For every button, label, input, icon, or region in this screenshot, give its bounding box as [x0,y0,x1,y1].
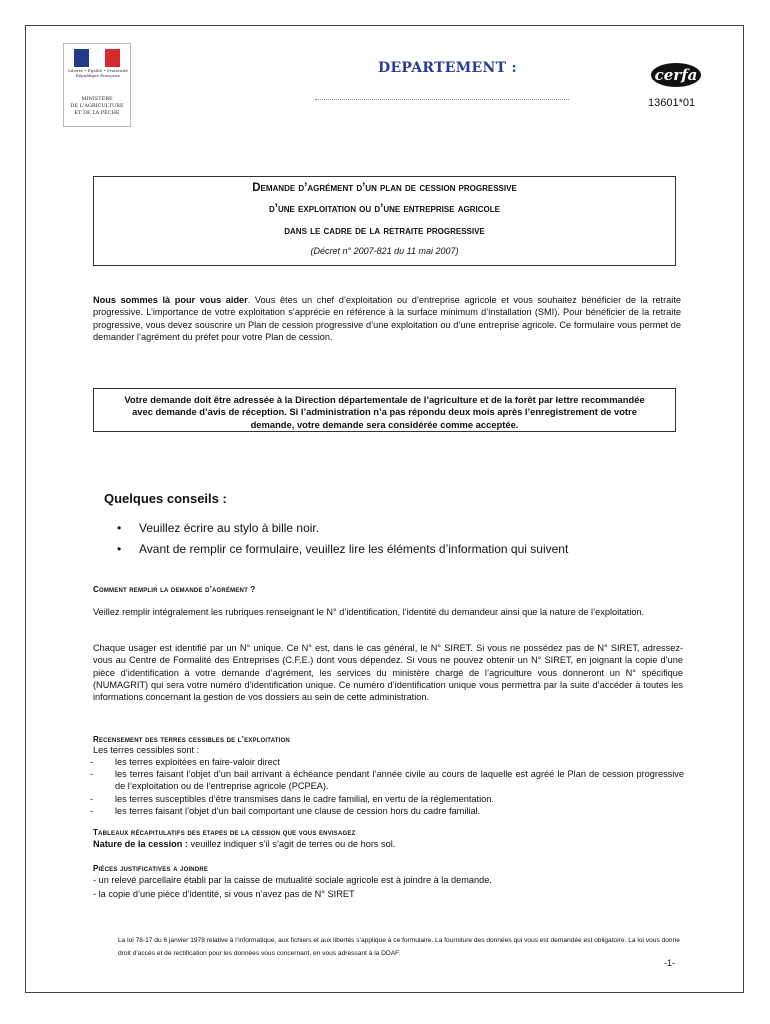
cerfa-logo: cerfa [651,63,701,87]
conseils-heading: Quelques conseils : [104,491,227,506]
tableaux-text: Nature de la cession : veuillez indiquer s’il s’agit de terres ou de hors sol. [93,839,396,849]
notice-box: Votre demande doit être adressée à la Direction départementale de l’agriculture et de la forêt par lettre recommandée avec demande d’avis de réception. Si l’administration n’a pas répondu deux mois après l’enregistrement de votre demande, votre demande sera considérée comme acceptée. [93,388,676,432]
intro-lead: Nous sommes là pour vous aider [93,295,248,305]
terres-intro: Les terres cessibles sont : [93,745,200,755]
bullet-icon: • [117,542,122,556]
form-title-box [93,176,676,266]
conseil-text: Veuillez écrire au stylo à bille noir. [139,521,320,535]
logo-motto: Liberté • Égalité • Fraternité République Française [68,68,128,78]
piece-item-1: - un relevé parcellaire établi par la caisse de mutualité sociale agricole est à joindre à la demande. [93,875,492,885]
list-item [117,542,568,556]
legal-footnote: La loi 78-17 du 6 janvier 1978 relative à l’informatique, aux fichiers et aux libertés s’applique à ce formulaire. La fourniture des données qui vous est demandée est obligatoire. La loi vous donne droit d’accès et de rectification pour les données vous concernant, en vous adressant à la DDAF. [118,937,680,957]
intro-text: . Vous êtes un chef d’exploitation ou d’entreprise agricole et vous souhaitez bénéficier de la retraite progressive. L’importance de votre exploitation s’apprécie en référence à la surface minimum d’installation (SMI). Pour bénéficier de la retraite progressive, vous devez souscrire un Plan de cession progressive d’une exploitation ou d’une entreprise agricole. Ce formulaire vous permet de demander l’agrément du préfet pour votre Plan de cession. [93,295,681,342]
list-item: - les terres faisant l’objet d’un bail comportant une clause de cession hors du cadre familial. [90,806,481,816]
list-item: - les terres exploitées en faire-valoir direct [90,757,280,767]
title-line-1: Demande d’agrément d’un plan de cession progressive [252,182,517,194]
section-heading-remplir: Comment remplir la demande d’agrément ? [93,585,256,594]
list-item [117,521,319,535]
ministry-logo [63,43,131,127]
cerfa-number: 13601*01 [648,97,696,109]
list-item: - les terres susceptibles d’être transmises dans le cadre familial, en vertu de la réglementation. [90,794,494,804]
title-line-2: d’une exploitation ou d’une entreprise agricole [269,203,500,215]
intro-paragraph [93,294,681,343]
decree-reference: (Décret n° 2007-821 du 11 mai 2007) [310,246,459,256]
list-item: - les terres faisant l’objet d’un bail arrivant à échéance pendant l’année civile au cours de laquelle est agréé le Plan de cession progressive de l’exploitation ou de l’entreprise agricole (PCPEA). [90,769,684,792]
section-heading-tableaux: Tableaux récapitulatifs des etapes de la cession que vous envisagez [93,828,356,837]
page-number: -1- [664,958,675,968]
title-line-3: dans le cadre de la retraite progressive [284,225,485,237]
conseil-text: Avant de remplir ce formulaire, veuillez lire les éléments d’information qui suivent [139,542,569,556]
remplir-paragraph-2: Chaque usager est identifié par un N° unique. Ce N° est, dans le cas général, le N° SIRET. Si vous ne possédez pas de N° SIRET, adressez-vous au Centre de Formalité des Entreprises (C.F.E.) dont vous dépendez. Si vous ne pouvez obtenir un N° SIRET, en joignant la copie d’une pièce d’identification à votre demande d’agrément, les services du ministère chargé de l’agriculture vous donneront un N° spécifique (NUMAGRIT) qui sera votre numéro d’identification unique. Ce numéro d’identification unique vous permettra par la suite d’accéder à toutes les informations concernant la gestion de vos dossiers au sein de cette administration. [93,643,683,703]
section-heading-pieces: Pièces justificatives a joindre [93,864,209,873]
piece-item-2: - la copie d’une pièce d’identité, si vous n’avez pas de N° SIRET [93,889,355,899]
department-label: DEPARTEMENT : [378,60,517,76]
section-heading-terres: Recensement des terres cessibles de l’exploitation [93,735,290,744]
remplir-paragraph-1: Veillez remplir intégralement les rubriques renseignant le N° d’identification, l’identité du demandeur ainsi que la nature de l’exploitation. [93,607,645,617]
logo-ministry-name: MINISTÈRE DE L'AGRICULTURE ET DE LA PÊCHE [70,96,124,116]
department-input-line[interactable] [315,99,569,100]
french-flag-icon [74,49,120,67]
bullet-icon: • [117,521,122,535]
